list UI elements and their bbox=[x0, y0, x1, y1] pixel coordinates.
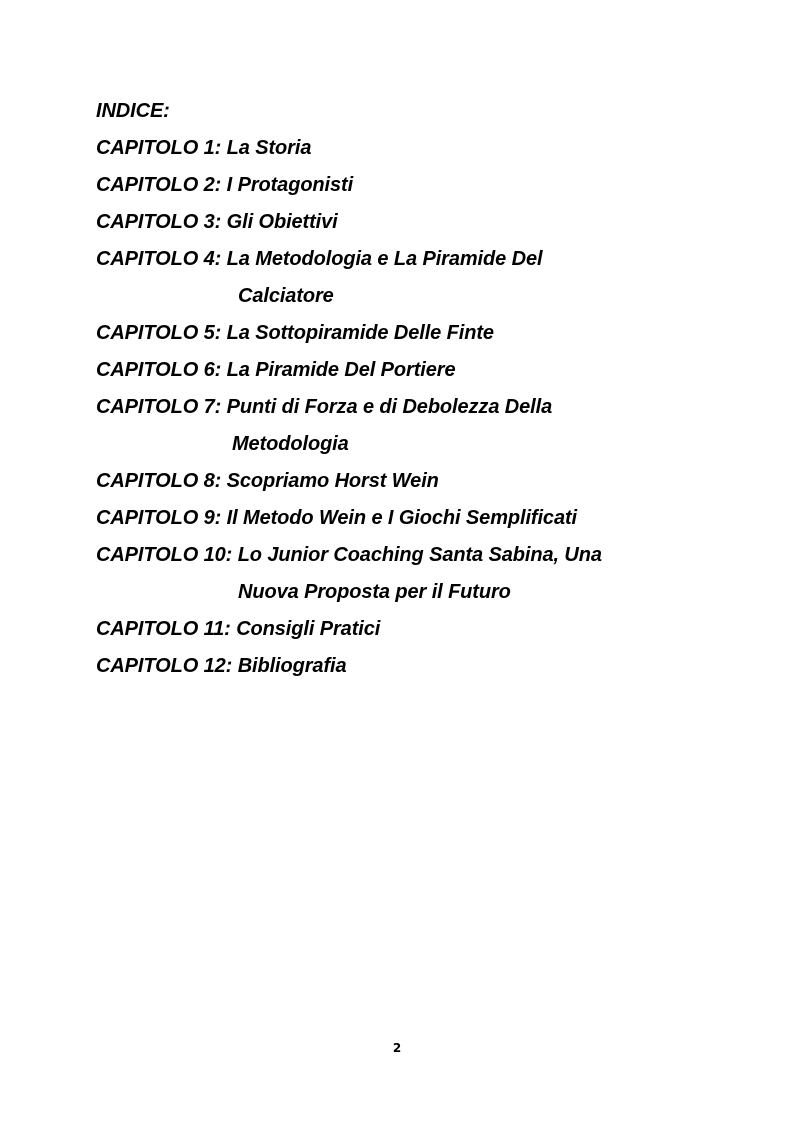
toc-entry-chapter-2: CAPITOLO 2: I Protagonisti bbox=[96, 174, 354, 196]
toc-entry-chapter-4-continuation: Calciatore bbox=[238, 285, 334, 307]
toc-entry-chapter-10-continuation: Nuova Proposta per il Futuro bbox=[238, 581, 511, 603]
toc-entry-chapter-1: CAPITOLO 1: La Storia bbox=[96, 137, 312, 159]
toc-entry-chapter-12: CAPITOLO 12: Bibliografia bbox=[96, 655, 347, 677]
table-of-contents bbox=[96, 93, 756, 685]
toc-entry-chapter-7-continuation: Metodologia bbox=[232, 433, 349, 455]
toc-heading: INDICE: bbox=[96, 100, 170, 122]
toc-entry-chapter-9: CAPITOLO 9: Il Metodo Wein e I Giochi Semplificati bbox=[96, 507, 577, 529]
page-number: 2 bbox=[392, 1041, 402, 1055]
toc-entry-chapter-11: CAPITOLO 11: Consigli Pratici bbox=[96, 618, 381, 640]
toc-entry-chapter-6: CAPITOLO 6: La Piramide Del Portiere bbox=[96, 359, 456, 381]
toc-entry-chapter-8: CAPITOLO 8: Scopriamo Horst Wein bbox=[96, 470, 439, 492]
toc-entry-chapter-5: CAPITOLO 5: La Sottopiramide Delle Finte bbox=[96, 322, 494, 344]
toc-entry-chapter-3: CAPITOLO 3: Gli Obiettivi bbox=[96, 211, 338, 233]
toc-entry-chapter-7: CAPITOLO 7: Punti di Forza e di Debolezza Della bbox=[96, 396, 553, 418]
toc-entry-chapter-4: CAPITOLO 4: La Metodologia e La Piramide Del bbox=[96, 248, 543, 270]
toc-entry-chapter-10: CAPITOLO 10: Lo Junior Coaching Santa Sabina, Una bbox=[96, 544, 602, 566]
